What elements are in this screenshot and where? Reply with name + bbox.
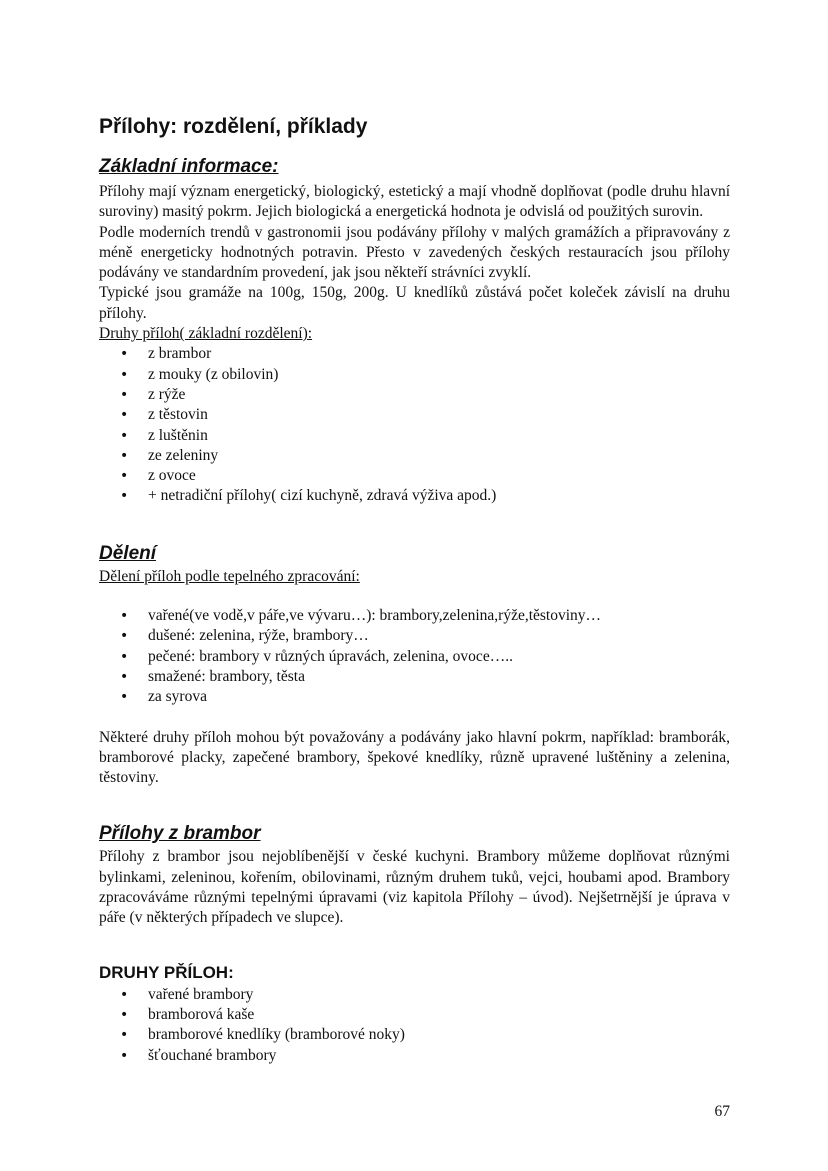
list-item: • z brambor xyxy=(99,344,730,364)
section-heading-basic-info: Základní informace: xyxy=(99,156,279,177)
list-item: • vařené brambory xyxy=(99,985,730,1005)
types-list xyxy=(99,344,730,506)
list-item: • smažené: brambory, těsta xyxy=(99,667,730,687)
section-heading-potato-sides: Přílohy z brambor xyxy=(99,823,261,845)
page-title: Přílohy: rozdělení, příklady xyxy=(99,115,368,138)
list-item: • z ovoce xyxy=(99,466,730,486)
subheading-types: Druhy příloh( základní rozdělení): xyxy=(99,325,313,343)
list-item: • z rýže xyxy=(99,385,730,405)
section-heading-side-types: DRUHY PŘÍLOH: xyxy=(99,962,234,982)
list-item: • + netradiční přílohy( cizí kuchyně, zdravá výživa apod.) xyxy=(99,486,730,506)
list-item: • za syrova xyxy=(99,687,730,707)
paragraph: Typické jsou gramáže na 100g, 150g, 200g. U knedlíků zůstává počet koleček závislí na druhu přílohy. xyxy=(99,284,730,322)
list-item: • bramborová kaše xyxy=(99,1005,730,1025)
document-page xyxy=(99,112,730,1066)
section-heading-division: Dělení xyxy=(99,542,157,564)
list-item: • šťouchané brambory xyxy=(99,1046,730,1066)
page-number: 67 xyxy=(714,1103,730,1120)
paragraph: Podle moderních trendů v gastronomii jsou podávány přílohy v malých gramážích a připravovány z méně energeticky hodnotných potravin. Přesto v zavedených českých restauracích jsou přílohy podávány ve standardním provedení, jak jsou někteří strávníci zvyklí. xyxy=(99,223,730,282)
subheading-heat-treatment: Dělení příloh podle tepelného zpracování: xyxy=(99,567,360,585)
list-item: • dušené: zelenina, rýže, brambory… xyxy=(99,626,730,646)
paragraph: Přílohy z brambor jsou nejoblíbenější v české kuchyni. Brambory můžeme doplňovat různými bylinkami, zeleninou, kořením, obilovinami, různým druhem tuků, vejci, houbami apod. Brambory zpracováváme různými tepelnými úpravami (viz kapitola Přílohy – úvod). Nejšetrnější je úprava v páře (v některých případech ve slupce). xyxy=(99,848,730,927)
heat-treatment-list xyxy=(99,606,730,707)
list-item: • z těstovin xyxy=(99,405,730,425)
list-item: • vařené(ve vodě,v páře,ve vývaru…): brambory,zelenina,rýže,těstoviny… xyxy=(99,606,730,626)
paragraph: Některé druhy příloh mohou být považovány a podávány jako hlavní pokrm, například: bramborák, bramborové placky, zapečené brambory, špekové knedlíky, různě upravené luštěniny a zelenina, těstoviny. xyxy=(99,728,730,787)
paragraph: Přílohy mají význam energetický, biologický, estetický a mají vhodně doplňovat (podle druhu hlavní suroviny) masitý pokrm. Jejich biologická a energetická hodnota je odvislá od použitých surovin. xyxy=(99,183,730,221)
list-item: • pečené: brambory v různých úpravách, zelenina, ovoce….. xyxy=(99,647,730,667)
list-item: • z mouky (z obilovin) xyxy=(99,365,730,385)
list-item: • ze zeleniny xyxy=(99,446,730,466)
potato-sides-list xyxy=(99,985,730,1066)
list-item: • bramborové knedlíky (bramborové noky) xyxy=(99,1025,730,1045)
list-item: • z luštěnin xyxy=(99,426,730,446)
